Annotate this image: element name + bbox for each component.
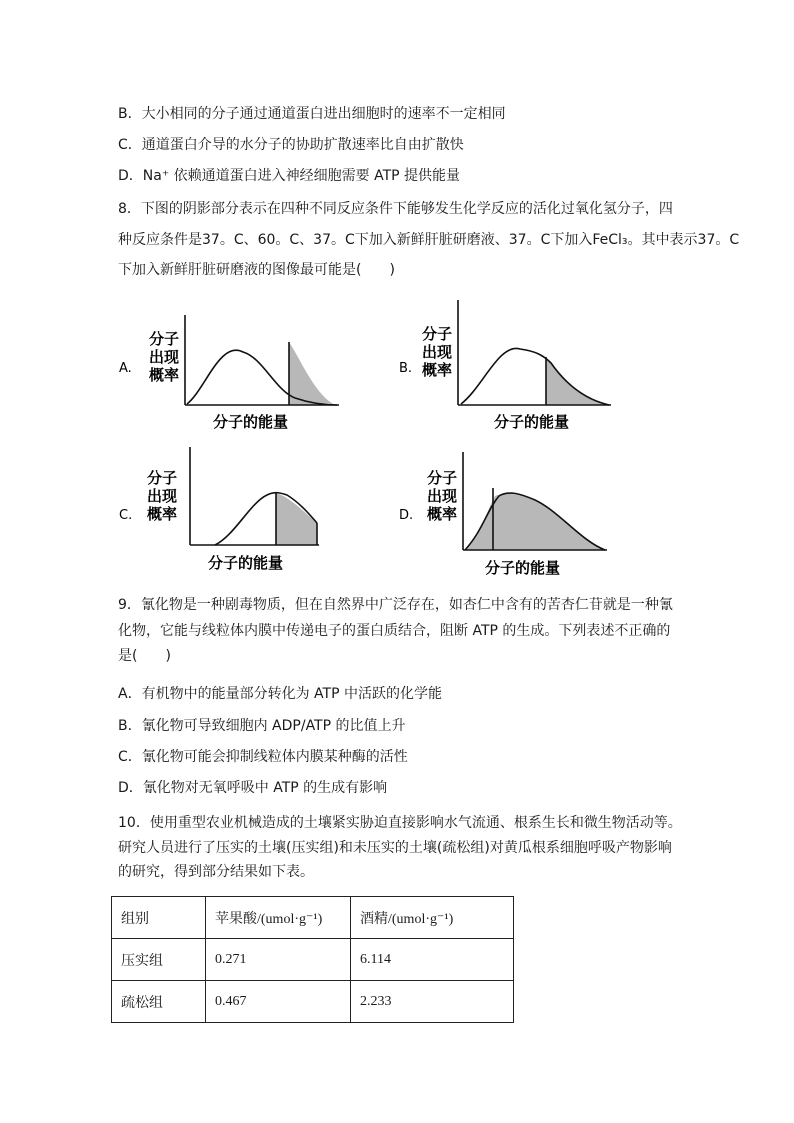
graph-d-shaded-area [465,494,605,550]
q9-option-b: B．氰化物可导致细胞内 ADP/ATP 的比值上升 [118,718,406,734]
q7-option-d: D．Na⁺ 依赖通道蛋白进入神经细胞需要 ATP 提供能量 [118,168,461,184]
graph-b-ylabel-1: 分子 [422,325,453,343]
graph-b-ylabel-2: 出现 [422,343,453,361]
q9-stem-line-2: 化物，它能与线粒体内膜中传递电子的蛋白质结合，阻断 ATP 的生成。下列表述不正确的 [118,623,671,639]
cell-malic-acid: 0.271 [206,939,351,981]
q9-stem-line-1: 9．氰化物是一种剧毒物质，但在自然界中广泛存在，如杏仁中含有的苦杏仁苷就是一种氰 [118,597,673,613]
graph-d-ylabel-1: 分子 [427,469,458,487]
graph-b-xlabel: 分子的能量 [494,413,570,431]
header-alcohol: 酒精/(umol·g⁻¹) [351,897,514,939]
graph-a-shaded-area [289,342,335,405]
cell-group: 压实组 [112,939,206,981]
graph-d [395,450,625,580]
graph-d-ylabel-2: 出现 [427,487,458,505]
graph-b-shaded-area [546,357,607,405]
graph-b-ylabel-3: 概率 [422,361,453,379]
q8-stem-line-2: 种反应条件是37。C、60。C、37。C下加入新鲜肝脏研磨液、37。C下加入FeCl₃。其中表示37。C [118,232,740,248]
q7-option-b: B．大小相同的分子通过通道蛋白进出细胞时的速率不一定相同 [118,106,506,122]
q8-stem-line-3: 下加入新鲜肝脏研磨液的图像最可能是( ) [118,262,395,278]
cell-group: 疏松组 [112,981,206,1023]
graph-a-label: A. [119,361,132,376]
graph-a-xlabel: 分子的能量 [213,413,289,431]
q9-stem-line-3: 是( ) [118,648,171,664]
graph-c-ylabel-2: 出现 [147,487,178,505]
graph-c [115,445,345,575]
graph-c-ylabel-3: 概率 [147,505,178,523]
graph-d-xlabel: 分子的能量 [485,559,561,577]
q9-option-a: A．有机物中的能量部分转化为 ATP 中活跃的化学能 [118,686,442,702]
q10-stem-line-1: 10．使用重型农业机械造成的土壤紧实胁迫直接影响水气流通、根系生长和微生物活动等。 [118,815,682,831]
cell-alcohol: 6.114 [351,939,514,981]
q10-stem-line-2: 研究人员进行了压实的土壤(压实组)和未压实的土壤(疏松组)对黄瓜根系细胞呼吸产物影响 [118,840,672,856]
q9-option-c: C．氰化物可能会抑制线粒体内膜某种酶的活性 [118,749,408,765]
graph-b-curve [461,348,609,405]
graph-c-label: C. [119,508,133,523]
graph-c-shaded-area [276,493,317,545]
q8-stem-line-1: 8．下图的阴影部分表示在四种不同反应条件下能够发生化学反应的活化过氧化氢分子，四 [118,201,673,217]
results-table [111,896,514,1023]
header-group: 组别 [112,897,206,939]
graph-d-ylabel-3: 概率 [427,505,458,523]
table-row [112,981,514,1023]
graph-a-ylabel-1: 分子 [149,330,180,348]
q9-option-d: D．氰化物对无氧呼吸中 ATP 的生成有影响 [118,780,388,796]
graph-d-label: D. [399,508,414,523]
graph-c-ylabel-1: 分子 [147,469,178,487]
table-header-row [112,897,514,939]
graph-c-xlabel: 分子的能量 [208,554,284,572]
q10-stem-line-3: 的研究，得到部分结果如下表。 [118,864,314,880]
graph-b [395,295,625,435]
graph-a-ylabel-3: 概率 [149,366,180,384]
cell-malic-acid: 0.467 [206,981,351,1023]
q7-option-c: C．通道蛋白介导的水分子的协助扩散速率比自由扩散快 [118,137,464,153]
graph-a [115,310,345,435]
header-malic-acid: 苹果酸/(umol·g⁻¹) [206,897,351,939]
table-row [112,939,514,981]
graph-a-ylabel-2: 出现 [149,348,180,366]
graph-b-label: B. [399,361,413,376]
cell-alcohol: 2.233 [351,981,514,1023]
